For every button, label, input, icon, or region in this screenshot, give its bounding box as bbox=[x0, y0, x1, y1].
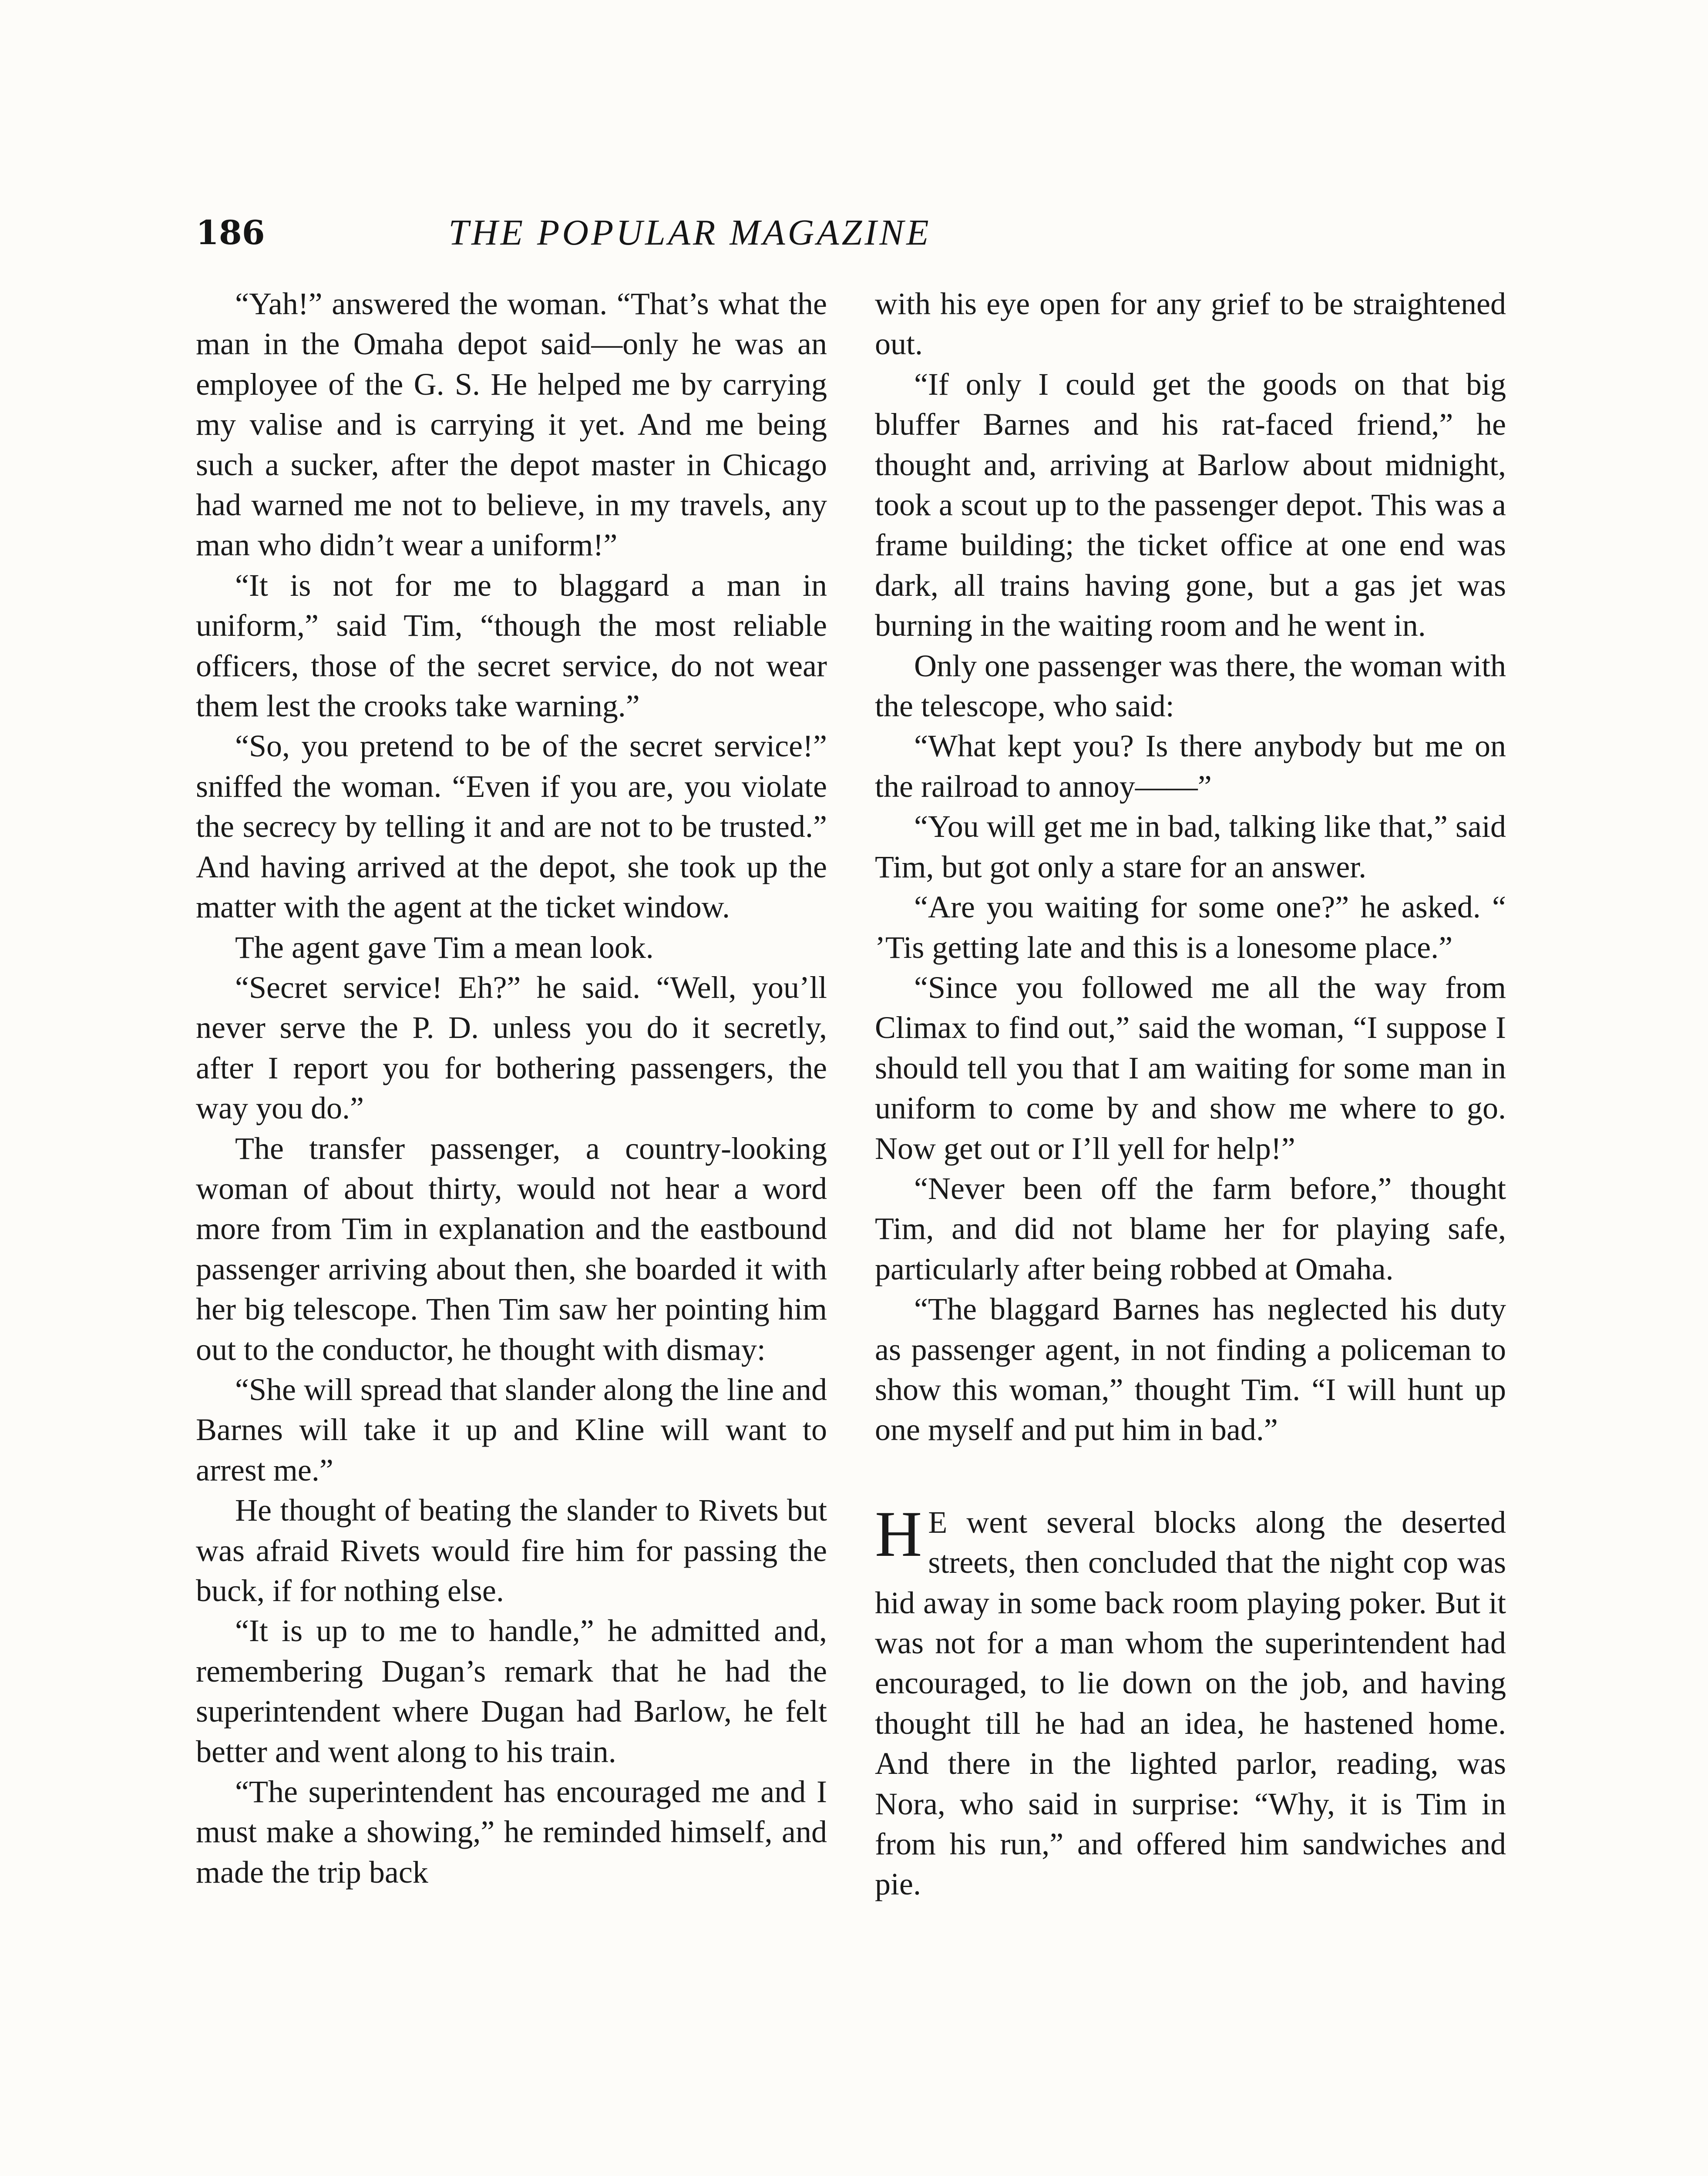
paragraph: “Secret service! Eh?” he said. “Well, you’ll never serve the P. D. unless you do it secretly, after I report you for bothering passengers, the way you do.” bbox=[196, 970, 827, 1126]
paragraph: “She will spread that slander along the line and Barnes will take it up and Kline will want to arrest me.” bbox=[196, 1372, 827, 1488]
paragraph: The agent gave Tim a mean look. bbox=[235, 930, 654, 965]
paragraph: Only one passenger was there, the woman with the telescope, who said: bbox=[875, 648, 1506, 724]
lead-in: E bbox=[928, 1504, 948, 1540]
right-column bbox=[875, 284, 1506, 1904]
paragraph: “It is not for me to blaggard a man in uniform,” said Tim, “though the most reliable officers, those of the secret service, do not wear them lest the crooks take warning.” bbox=[196, 568, 827, 724]
section-start-paragraph bbox=[875, 1498, 1506, 1904]
paragraph: with his eye open for any grief to be straightened out. bbox=[875, 286, 1506, 362]
paragraph: The transfer passenger, a country-looking woman of about thirty, would not hear a word more from Tim in explanation and the eastbound passenger arriving about then, she boarded it with her big telescope. Then Tim saw her pointing him out to the conductor, he thought with dismay: bbox=[196, 1131, 827, 1367]
paragraph: “You will get me in bad, talking like that,” said Tim, but got only a stare for an answer. bbox=[875, 809, 1506, 884]
paragraph: “The blaggard Barnes has neglected his duty as passenger agent, in not finding a policeman to show this woman,” thought Tim. “I will hunt up one myself and put him in bad.” bbox=[875, 1292, 1506, 1447]
paragraph: “What kept you? Is there anybody but me on the railroad to annoy——” bbox=[875, 729, 1506, 804]
page-header bbox=[196, 205, 1132, 261]
paragraph: “So, you pretend to be of the secret service!” sniffed the woman. “Even if you are, you violate the secrecy by telling it and are not to be trusted.” And having arrived at the depot, she took up the matter with the agent at the ticket window. bbox=[196, 729, 827, 925]
paragraph: “Since you followed me all the way from Climax to find out,” said the woman, “I suppose I should tell you that I am waiting for some man in uniform to come by and show me where to go. Now get out or I’ll yell for help!” bbox=[875, 970, 1506, 1166]
paragraph: “It is up to me to handle,” he admitted and, remembering Dugan’s remark that he had the superintendent where Dugan had Barlow, he felt better and went along to his train. bbox=[196, 1613, 827, 1769]
section-text: went several blocks along the deserted streets, then concluded that the night cop was hid away in some back room playing poker. But it was not for a man whom the superintendent had encouraged, to lie down on the job, and having thought till he had an idea, he hastened home. And there in the lighted parlor, reading, was Nora, who said in surprise: “Why, it is Tim in from his run,” and offered him sandwiches and pie. bbox=[875, 1504, 1506, 1902]
paragraph: “Never been off the farm before,” thought Tim, and did not blame her for playing safe, particularly after being robbed at Omaha. bbox=[875, 1171, 1506, 1286]
paragraph: “Are you waiting for some one?” he asked. “ ’Tis getting late and this is a lonesome place.” bbox=[875, 890, 1506, 965]
running-title: THE POPULAR MAGAZINE bbox=[448, 212, 931, 253]
drop-cap: H bbox=[875, 1498, 922, 1570]
paragraph: He thought of beating the slander to Rivets but was afraid Rivets would fire him for passing the buck, if for nothing else. bbox=[196, 1493, 827, 1608]
page-number: 186 bbox=[196, 213, 265, 252]
paragraph: “If only I could get the goods on that big bluffer Barnes and his rat-faced friend,” he thought and, arriving at Barlow about midnight, took a scout up to the passenger depot. This was a frame building; the ticket office at one end was dark, all trains having gone, but a gas jet was burning in the waiting room and he went in. bbox=[875, 366, 1506, 643]
paragraph: “The superintendent has encouraged me and I must make a showing,” he reminded himself, and made the trip back bbox=[196, 1774, 827, 1890]
paragraph: “Yah!” answered the woman. “That’s what the man in the Omaha depot said—only he was an employee of the G. S. He helped me by carrying my valise and is carrying it yet. And me being such a sucker, after the depot master in Chicago had warned me not to believe, in my travels, any man who didn’t wear a uniform!” bbox=[196, 286, 827, 563]
left-column bbox=[196, 284, 827, 1892]
